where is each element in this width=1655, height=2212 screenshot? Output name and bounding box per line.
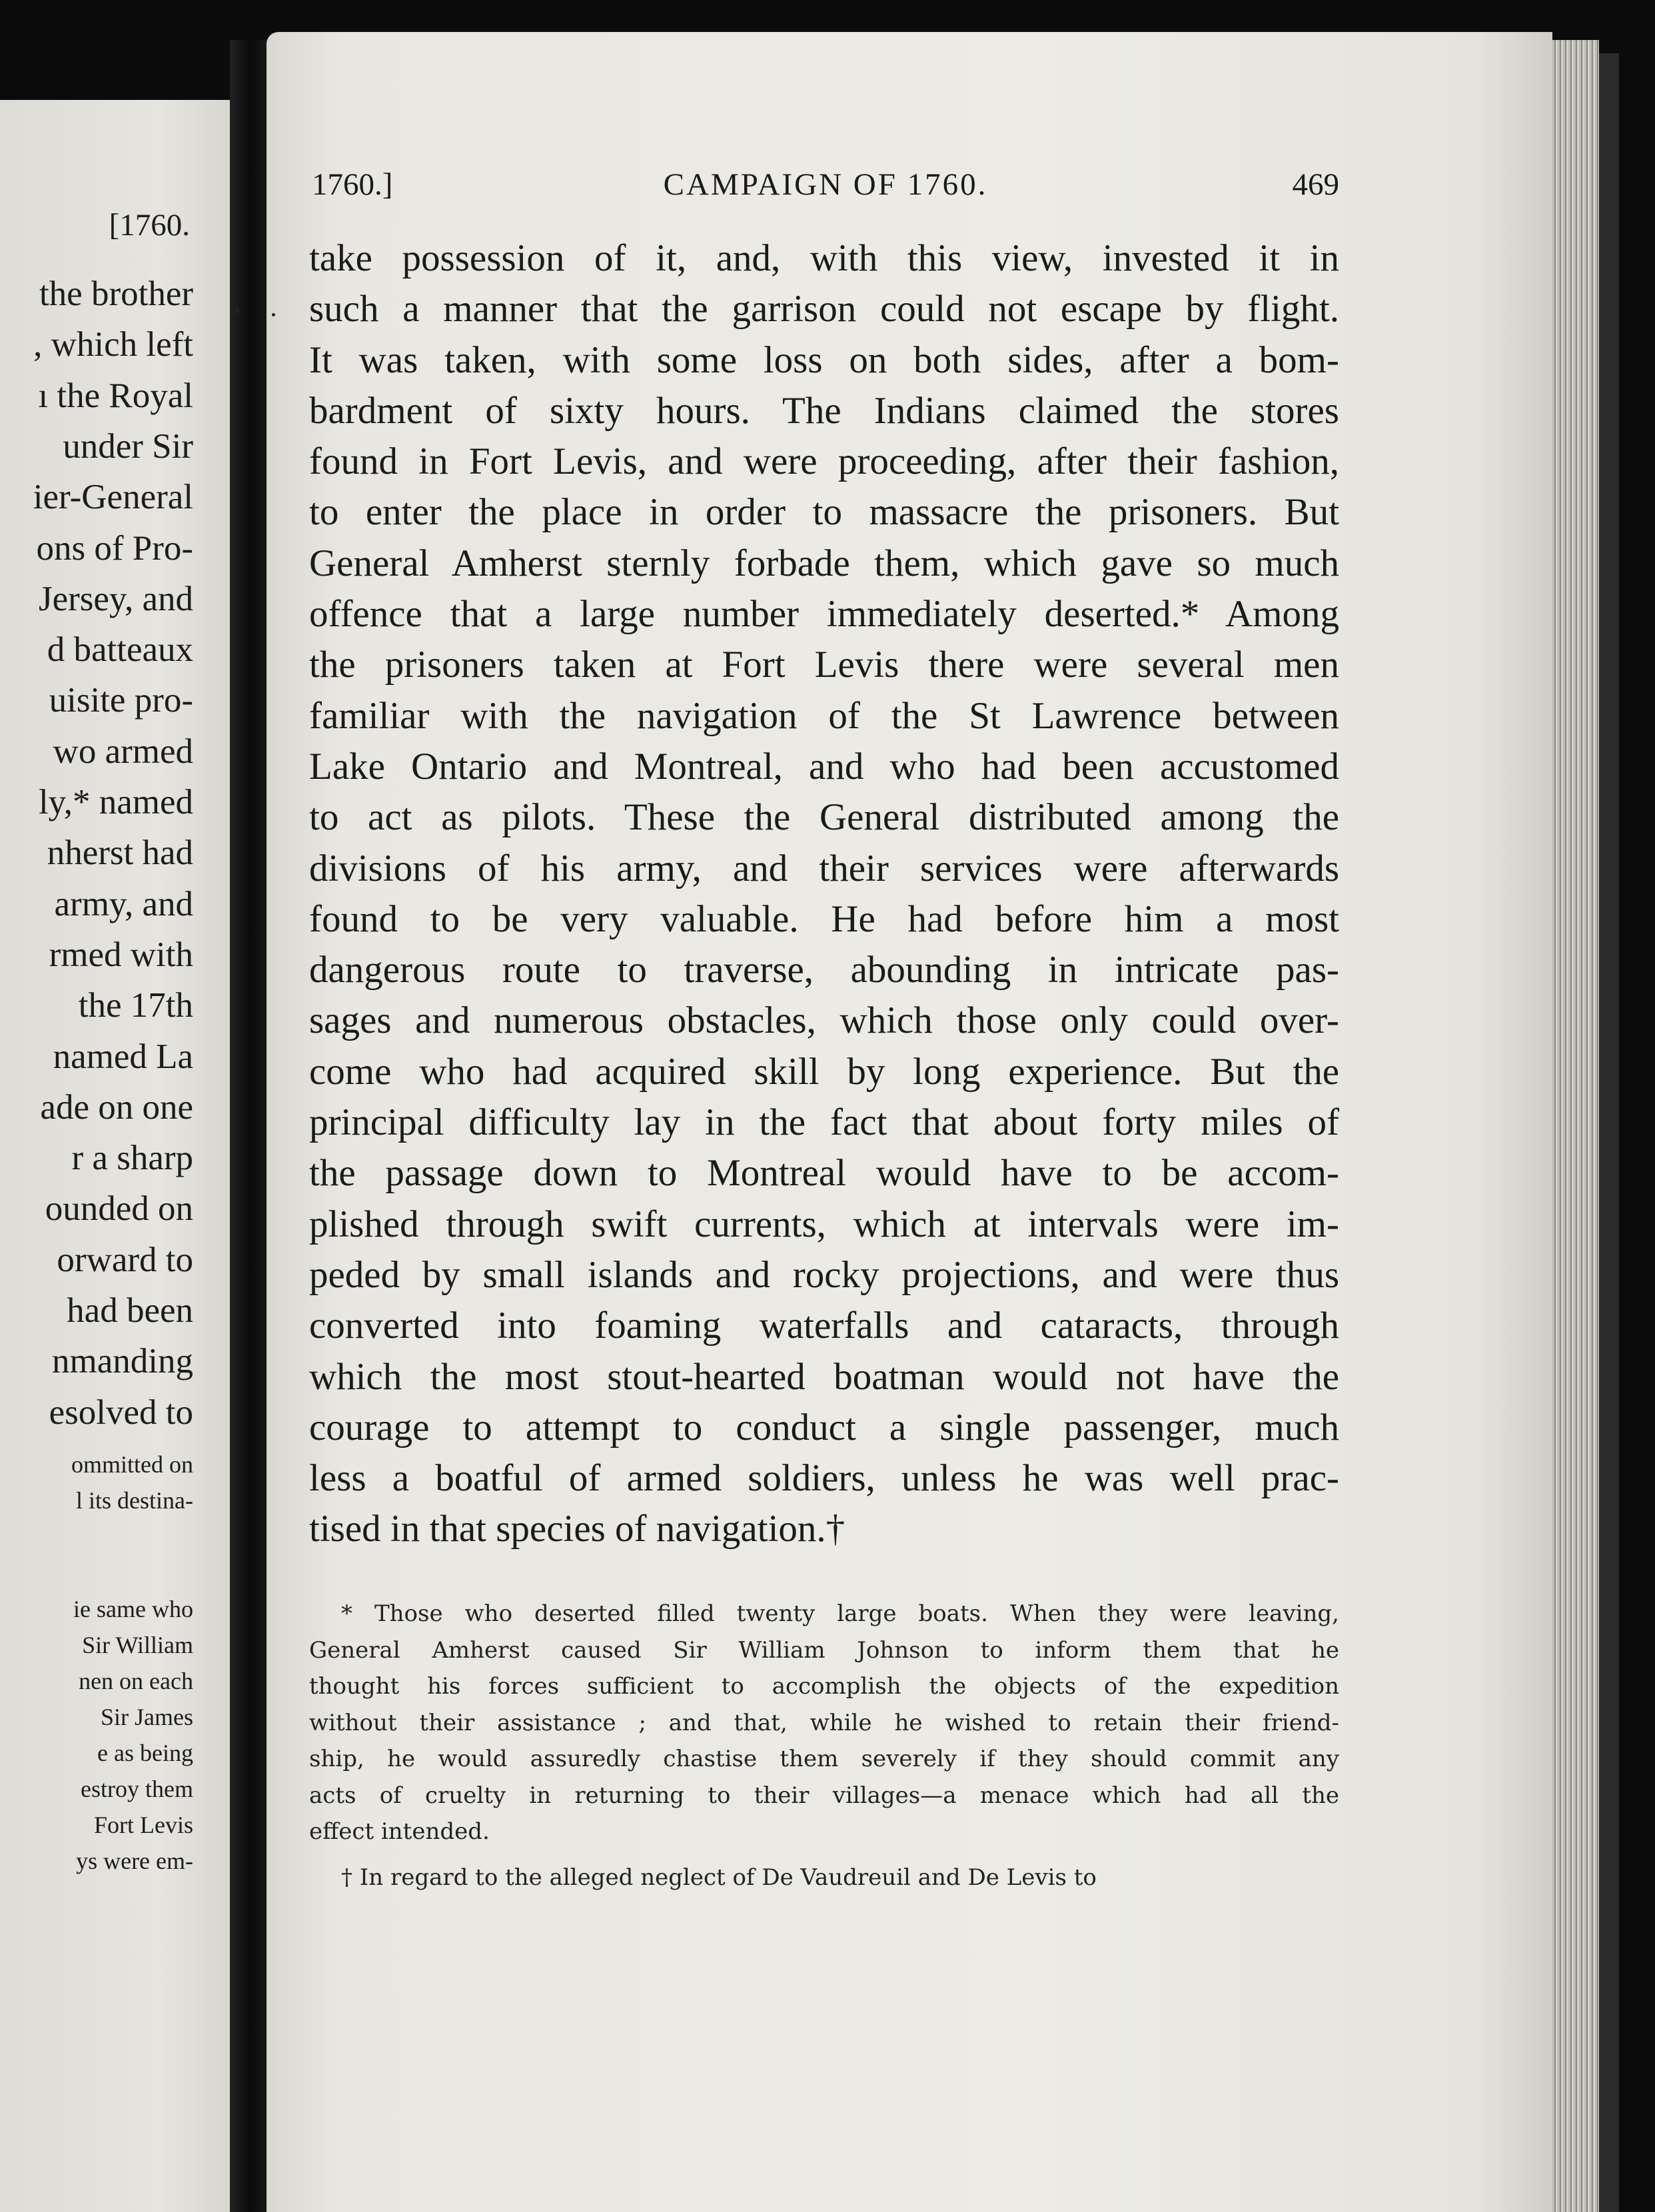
left-page-line: uisite pro- [49,681,193,720]
left-page-line: nherst had [47,833,193,873]
body-line: divisions of his army, and their services were afterwards [309,847,1339,889]
body-line: to act as pilots. These the General distributed among the [309,796,1339,839]
body-line: the passage down to Montreal would have to be accom- [309,1152,1339,1195]
footnote-line: acts of cruelty in returning to their villages—a menace which had all the [309,1782,1339,1809]
left-page-footnote-line: Fort Levis [94,1812,193,1838]
left-page-line: Jersey, and [38,579,193,618]
body-line: peded by small islands and rocky projections, and were thus [309,1253,1339,1296]
body-line: offence that a large number immediately deserted.* Among [309,593,1339,636]
body-line: Lake Ontario and Montreal, and who had been accustomed [309,745,1339,788]
left-page-line: ounded on [45,1189,193,1229]
scan-speck [235,308,240,313]
book-cover-edge [1599,53,1619,2212]
left-page-line: ade on one [40,1087,193,1127]
left-page-line: the 17th [78,986,193,1025]
body-line: familiar with the navigation of the St Lawrence between [309,694,1339,737]
left-page-line: nmanding [52,1342,193,1381]
left-page-line: the brother [39,275,193,313]
left-page-line: ons of Pro- [36,528,193,568]
body-line: less a boatful of armed soldiers, unless he was well prac- [309,1457,1339,1500]
running-header [312,167,1339,207]
left-page-footnote-line: estroy them [81,1776,193,1802]
footnote-line: ship, he would assuredly chastise them severely if they should commit any [309,1746,1339,1772]
left-facing-page [0,100,230,2212]
body-line: dangerous route to traverse, abounding in intricate pas- [309,949,1339,991]
footnote-line: effect intended. [309,1818,490,1845]
left-page-line: r a sharp [71,1139,193,1178]
body-line: plished through swift currents, which at intervals were im- [309,1203,1339,1245]
body-line: which the most stout-hearted boatman would not have the [309,1355,1339,1398]
body-line: the prisoners taken at Fort Levis there were several men [309,644,1339,686]
left-page-footnote-line: ie same who [73,1596,193,1622]
body-text [309,233,1339,1555]
left-page-line: ier-General [33,478,193,517]
left-page-line: wo armed [53,732,193,771]
left-running-head: [1760. [109,208,190,243]
page-edges [1552,40,1599,2212]
body-line: converted into foaming waterfalls and cataracts, through [309,1305,1339,1347]
footnote-line: * Those who deserted filled twenty large boats. When they were leaving, [341,1600,1339,1627]
footnotes [309,1596,1339,1896]
book-gutter [230,40,270,2212]
left-page-line: had been [67,1291,193,1330]
footnote-line: General Amherst caused Sir William Johnson to inform them that he [309,1636,1339,1664]
body-line: found in Fort Levis, and were proceeding, after their fashion, [309,440,1339,483]
left-page-footnote-line: l its destina- [76,1487,193,1514]
left-page-line: under Sir [63,426,193,466]
header-title: CAMPAIGN OF 1760. [663,167,988,202]
body-line: come who had acquired skill by long experience. But the [309,1050,1339,1093]
body-line: courage to attempt to conduct a single passenger, much [309,1406,1339,1448]
left-page-footnote-line: Sir William [82,1632,193,1658]
body-line: take possession of it, and, with this view, invested it in [309,237,1339,279]
footnote-line: without their assistance ; and that, while he wished to retain their friend- [309,1709,1339,1736]
footnote-line: thought his forces sufficient to accomplish the objects of the expedition [309,1673,1339,1700]
body-line: principal difficulty lay in the fact that about forty miles of [309,1101,1339,1144]
body-line: found to be very valuable. He had before him a most [309,897,1339,940]
footnote-line: † In regard to the alleged neglect of De Vaudreuil and De Levis to [341,1864,1097,1891]
left-page-line: rmed with [49,935,193,974]
left-page-footnote-line: ys were em- [76,1848,193,1874]
left-page-line: , which left [33,325,193,364]
scan-speck [272,313,275,316]
left-page-line: esolved to [49,1392,193,1432]
body-line: sages and numerous obstacles, which those only could over- [309,999,1339,1042]
left-page-line: orward to [57,1240,193,1279]
body-line: General Amherst sternly forbade them, which gave so much [309,542,1339,584]
left-page-line: ly,* named [38,783,193,822]
left-page-footnote-line: nen on each [79,1668,193,1694]
body-line: such a manner that the garrison could not escape by flight. [309,288,1339,330]
body-line: to enter the place in order to massacre the prisoners. But [309,491,1339,534]
page-number: 469 [1292,167,1339,202]
left-page-footnote-line: Sir James [101,1704,193,1730]
body-line: bardment of sixty hours. The Indians claimed the stores [309,389,1339,432]
left-page-line: ı the Royal [38,376,193,415]
left-page-line: army, and [54,884,193,923]
left-page-line: named La [53,1037,193,1076]
header-year: 1760.] [312,167,393,202]
body-line: tised in that species of navigation.† [309,1508,845,1550]
left-page-footnote-line: ommitted on [71,1451,193,1478]
body-line: It was taken, with some loss on both sides, after a bom- [309,338,1339,381]
left-page-footnote-line: e as being [97,1740,193,1766]
left-page-line: d batteaux [47,630,193,670]
